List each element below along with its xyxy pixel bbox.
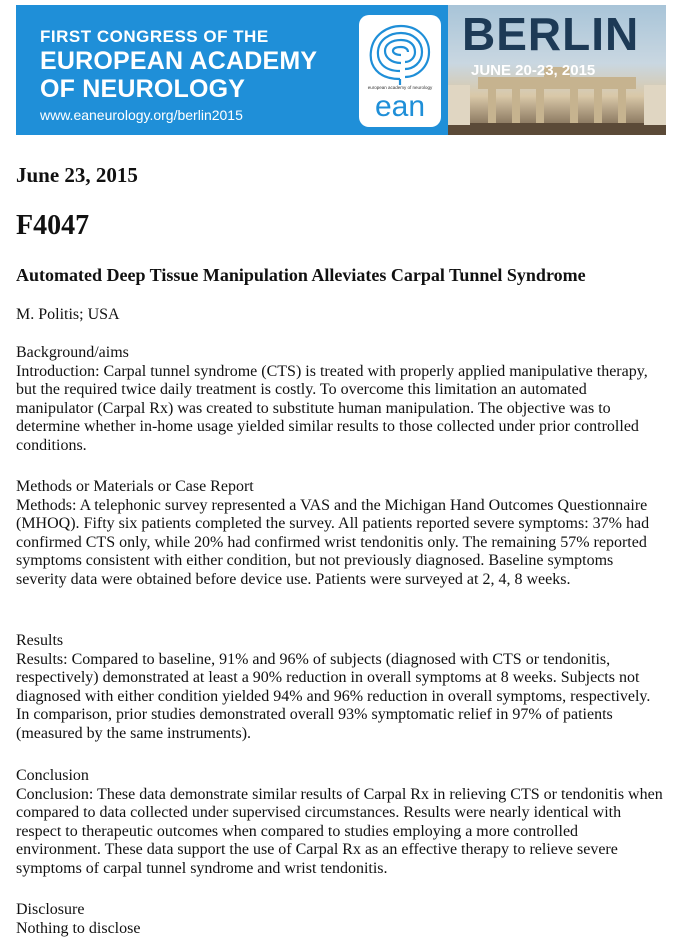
section-heading: Disclosure [16,901,85,918]
banner-main-line-2: OF NEUROLOGY [40,75,246,103]
section-results [16,632,666,744]
banner-first-line: FIRST CONGRESS OF THE [40,27,269,46]
section-disclosure [16,901,666,938]
section-body: Conclusion: These data demonstrate similar results of Carpal Rx in relieving CTS or tendonitis when compared to data collected under supervised circumstances. Results were nearly identical with respect to therapeutic outcomes when compared to studies employing a more controlled environment. These data support the use of Carpal Rx as an effective therapy to relieve severe symptoms of carpal tunnel syndrome and wrist tendonitis. [16,785,663,877]
section-conclusion [16,767,666,879]
section-body: Methods: A telephonic survey represented a VAS and the Michigan Hand Outcomes Questionnaire (MHOQ). Fifty six patients completed the survey. All patients reported severe symptoms: 37% had confirmed CTS only, while 20% had confirmed wrist tendonitis only. The remaining 57% reported symptoms consistent with either condition, but not previously diagnosed. Baseline symptoms severity data were obtained before device use. Patients were surveyed at 2, 4, 8 weeks. [16,496,650,588]
section-body: Introduction: Carpal tunnel syndrome (CTS) is treated with properly applied manipulative therapy, but the required twice daily treatment is costly. To overcome this limitation an automated manipulator (Carpal Rx) was created to substitute human manipulation. The objective was to determine whether in-home usage yielded similar results to those collected under prior controlled conditions. [16,362,648,454]
section-heading: Methods or Materials or Case Report [16,478,254,495]
banner-main-line-1: EUROPEAN ACADEMY [40,47,318,75]
abstract-id: F4047 [16,210,90,241]
logo-tagline: european academy of neurology [367,85,433,90]
section-body: Nothing to disclose [16,919,141,937]
brain-maze-icon [365,21,435,85]
banner-text [40,27,317,123]
abstract-title: Automated Deep Tissue Manipulation Alleviates Carpal Tunnel Syndrome [16,265,586,285]
section-heading: Background/aims [16,344,129,361]
logo-wordmark: ean [374,90,426,123]
congress-banner [16,5,666,135]
section-heading: Conclusion [16,767,89,784]
authors: M. Politis; USA [16,306,120,323]
section-heading: Results [16,632,64,649]
banner-city: BERLIN [462,8,640,60]
banner-url: www.eaneurology.org/berlin2015 [40,107,243,123]
section-methods [16,478,666,590]
session-date: June 23, 2015 [16,163,138,187]
ean-logo [359,15,441,127]
section-background [16,344,666,456]
section-body: Results: Compared to baseline, 91% and 96% of subjects (diagnosed with CTS or tendonitis, respectively) demonstrated at least a 90% reduction in overall symptoms at 8 weeks. Subjects not diagnosed with either condition yielded 94% and 96% reduction in overall symptoms, respectively. In comparison, prior studies demonstrated overall 93% symptomatic relief in 97% of patients (measured by the same instruments). [16,650,651,742]
banner-dates: JUNE 20-23, 2015 [471,62,596,79]
